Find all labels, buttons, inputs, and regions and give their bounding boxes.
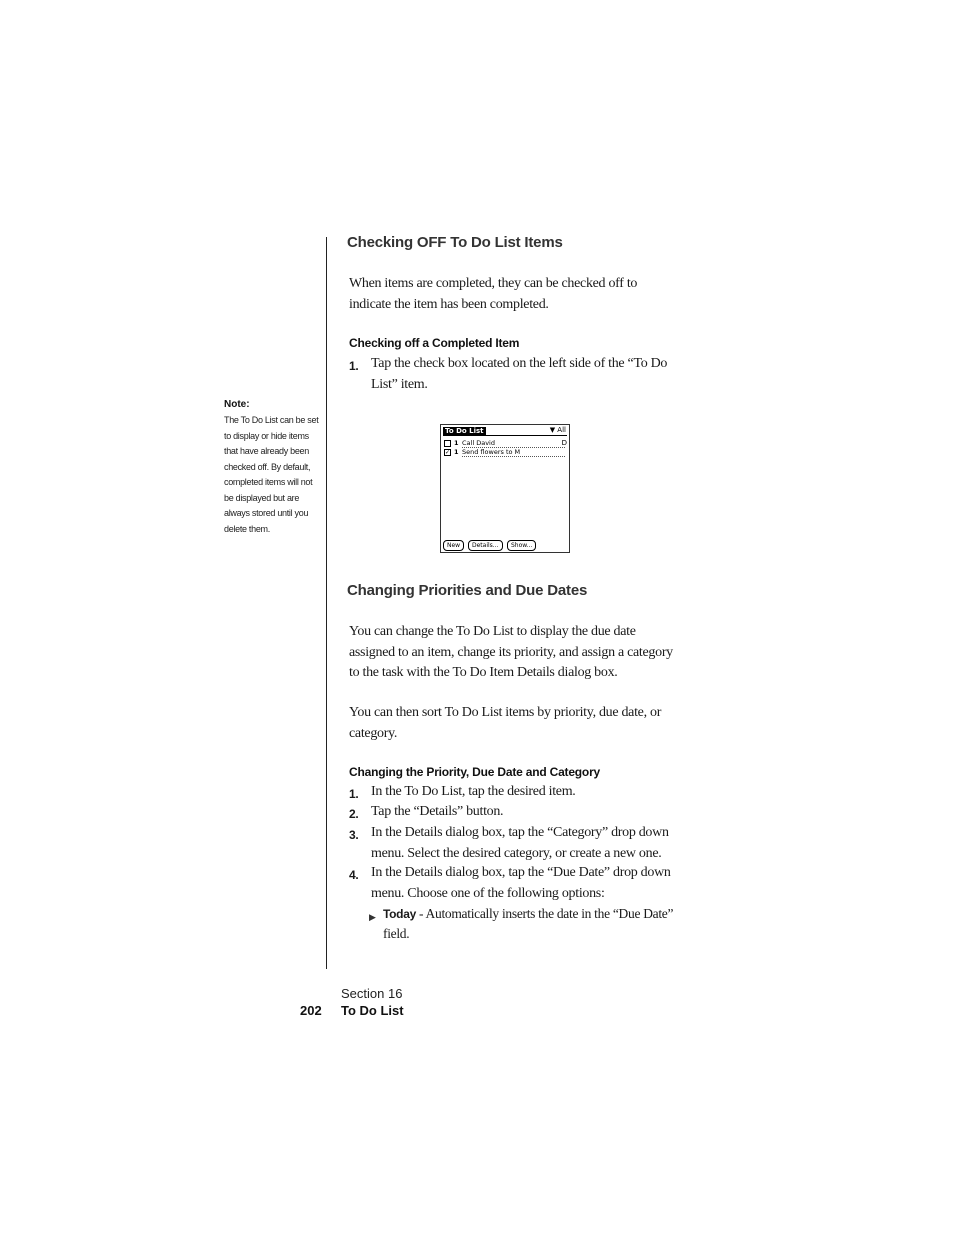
step-number: 4. (349, 868, 359, 882)
option-bullet (369, 904, 674, 943)
subheading: Changing the Priority, Due Date and Category (349, 765, 601, 779)
step-text: In the To Do List, tap the desired item. (371, 784, 576, 799)
category-dropdown[interactable]: ▼ All (549, 426, 566, 434)
screen-title: To Do List (445, 427, 484, 435)
item-priority: 1 (454, 439, 459, 447)
footer-title: To Do List (341, 1003, 404, 1018)
note-label: Note: (224, 399, 250, 410)
item-underline (462, 456, 565, 457)
margin-rule (326, 237, 327, 969)
step-1 (349, 782, 679, 803)
todo-item[interactable] (444, 439, 567, 448)
step-2 (349, 802, 679, 823)
subheading: Checking off a Completed Item (349, 336, 520, 350)
step-3 (349, 823, 679, 864)
paragraph: You can change the To Do List to display the due date assigned to an item, change its priority, and assign a category to the task with the To Do Item Details dialog box. (349, 624, 673, 680)
step-4 (349, 863, 679, 904)
step-text: Tap the check box located on the left side of the “To Do List” item. (371, 356, 668, 392)
step-number: 1. (349, 359, 359, 373)
option-name: Today (383, 907, 416, 921)
bullet-arrow-icon: ▶ (369, 912, 376, 922)
intro-paragraph: When items are completed, they can be checked off to indicate the item has been completed. (349, 276, 638, 312)
item-priority: 1 (454, 448, 459, 456)
step-text: In the Details dialog box, tap the “Category” drop down menu. Select the desired category, or create a new one. (371, 825, 669, 861)
details-button[interactable]: Details... (468, 540, 503, 551)
page-number: 202 (300, 1003, 322, 1018)
step-number: 1. (349, 787, 359, 801)
note-text: The To Do List can be set to display or hide items that have already been checked off. By default, completed items will not be displayed but are always stored until you delete them. (224, 415, 319, 534)
step-number: 2. (349, 807, 359, 821)
step-number: 3. (349, 828, 359, 842)
option-description: - Automatically inserts the date in the “Due Date” field. (383, 906, 674, 941)
new-button[interactable]: New (443, 540, 464, 551)
item-description[interactable]: Send flowers to M (462, 448, 521, 456)
step-text: Tap the “Details” button. (371, 804, 504, 819)
footer-section: Section 16 (341, 986, 403, 1001)
todo-list-screenshot (440, 424, 570, 553)
paragraph: You can then sort To Do List items by priority, due date, or category. (349, 705, 662, 741)
step-1 (349, 354, 679, 395)
show-button[interactable]: Show... (507, 540, 536, 551)
note-icon[interactable]: D (561, 439, 567, 447)
section-heading: Changing Priorities and Due Dates (347, 582, 588, 599)
todo-item[interactable] (444, 448, 567, 457)
item-description[interactable]: Call David (462, 439, 495, 447)
item-checkbox[interactable]: ✓ (445, 449, 451, 456)
title-underline (443, 435, 567, 436)
step-text: In the Details dialog box, tap the “Due Date” drop down menu. Choose one of the following options: (371, 865, 671, 901)
section-heading: Checking OFF To Do List Items (347, 234, 563, 251)
item-checkbox[interactable] (444, 440, 451, 447)
